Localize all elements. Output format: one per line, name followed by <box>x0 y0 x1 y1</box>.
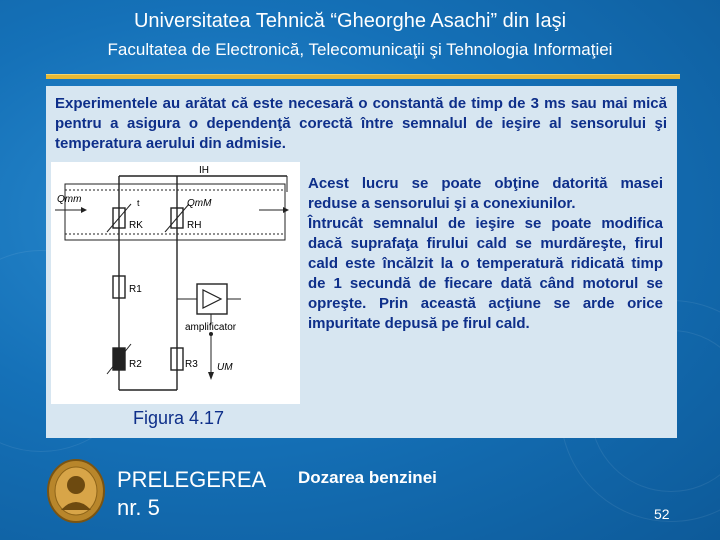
side-text <box>308 174 663 334</box>
side-paragraph-1: Acest lucru se poate obţine datorită masei reduse a sensorului şi a conexiunilor. <box>308 175 663 212</box>
label-r1: R1 <box>129 284 142 295</box>
page-number: 52 <box>654 506 670 522</box>
label-um: UM <box>217 362 233 373</box>
lecture-topic: Dozarea benzinei <box>298 468 437 487</box>
university-logo <box>46 458 106 524</box>
label-rh: RH <box>187 220 202 231</box>
label-qmm: Qmm <box>57 194 82 205</box>
amplifier-block <box>197 284 227 314</box>
header-title: Universitatea Tehnică “Gheorghe Asachi” din Iaşi <box>133 10 567 32</box>
label-rk: RK <box>129 220 143 231</box>
channel-outline <box>65 184 285 240</box>
header-divider <box>46 74 680 79</box>
lecture-label: PRELEGEREA nr. 5 <box>117 467 267 520</box>
label-ih: IH <box>199 165 209 176</box>
figure-caption: Figura 4.17 <box>133 408 225 428</box>
circuit-diagram <box>51 162 300 404</box>
header-subtitle: Facultatea de Electronică, Telecomunicaţii şi Tehnologia Informaţiei <box>107 40 613 59</box>
label-r3: R3 <box>185 359 198 370</box>
label-qmm-right: QmM <box>187 198 212 209</box>
label-t: t <box>137 198 140 208</box>
side-paragraph-2: Întrucât semnalul de ieşire se poate modifica dacă suprafaţa firului cald se murdăreşte, firul cald este încălzit la o temperatură ridicată timp de 1 secundă de fiecare dată când motorul se opreşte. Prin această acţiune se arde orice impuritate depusă pe firul cald. <box>308 215 663 332</box>
label-r2: R2 <box>129 359 142 370</box>
label-amplifier: amplificator <box>185 322 237 333</box>
intro-paragraph: Experimentele au arătat că este necesară o constantă de timp de 3 ms sau mai mică pentru a asigura o dependenţă corectă între semnalul de ieşire al sensorului şi temperatura aerului din admisie. <box>55 95 667 152</box>
